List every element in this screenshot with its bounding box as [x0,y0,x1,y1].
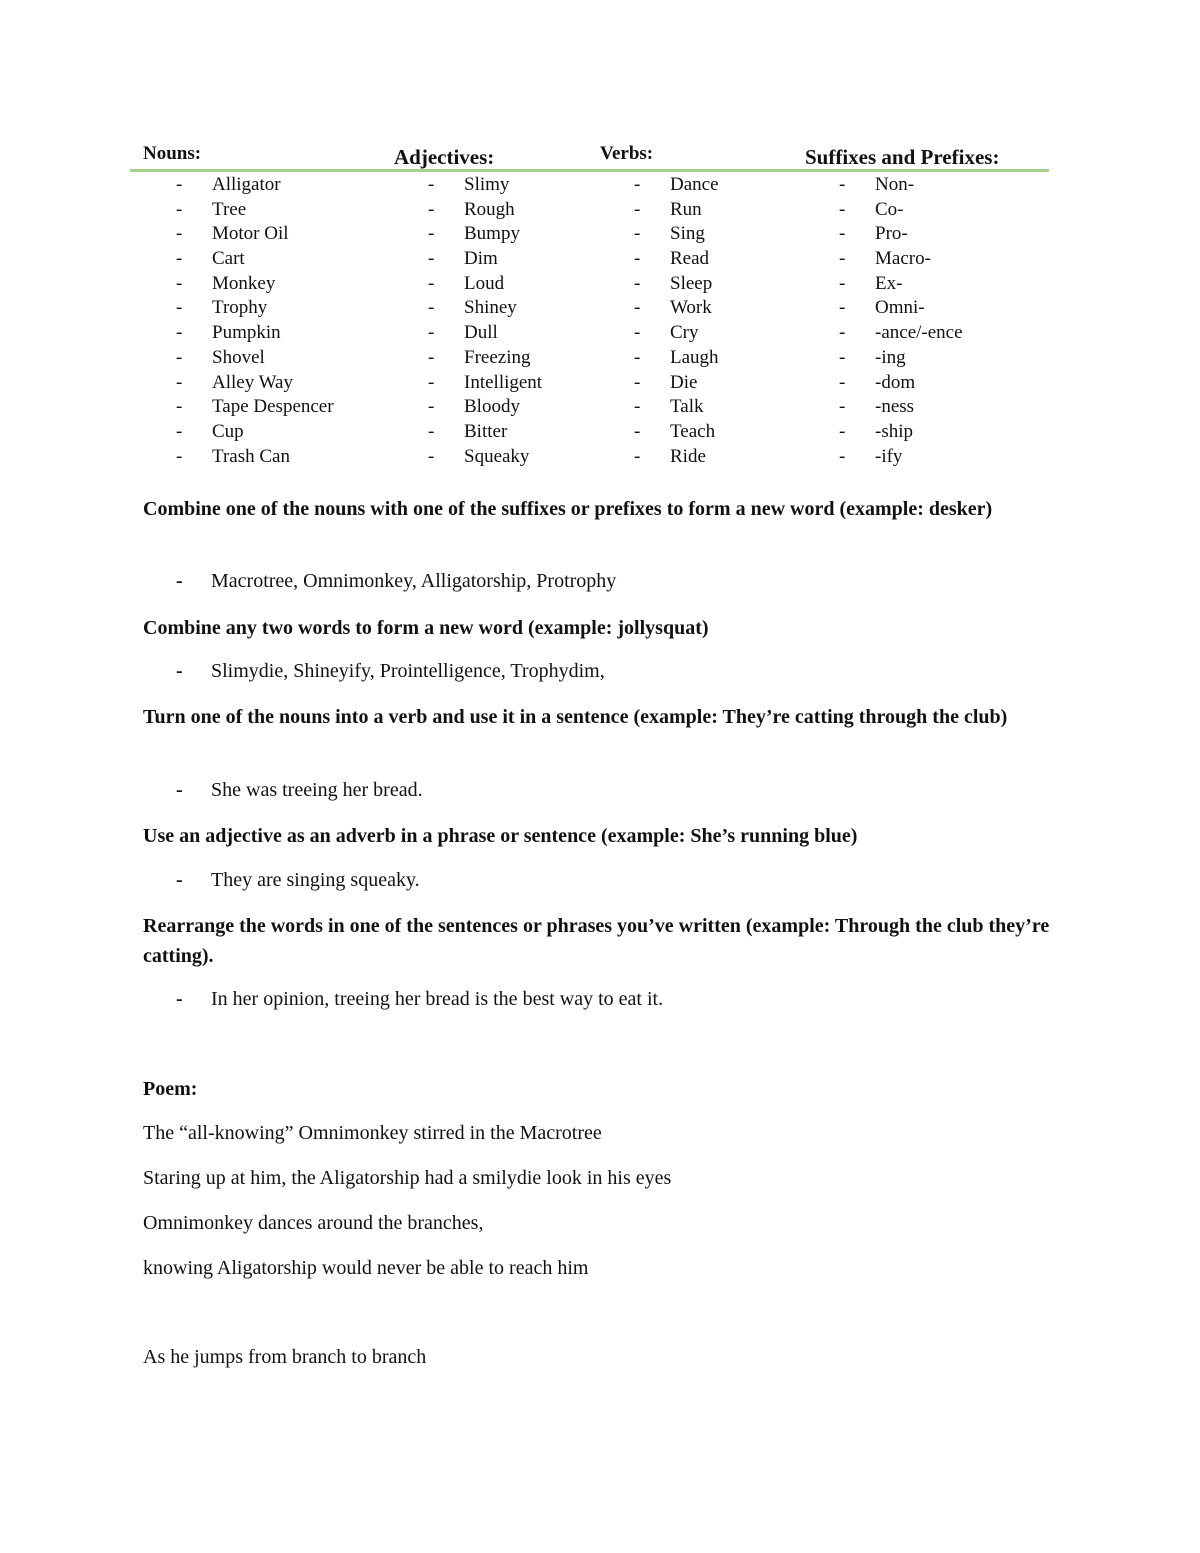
list-item-text: Monkey [212,272,276,294]
answer-bullet: - [176,869,183,891]
bullet-dash: - [634,322,641,344]
list-item-text: Intelligent [464,371,543,393]
verbs-header: Verbs: [600,143,654,164]
header-divider [130,169,1049,172]
poem-line: As he jumps from branch to branch [143,1346,427,1368]
poem-line: The “all-knowing” Omnimonkey stirred in the Macrotree [143,1122,602,1144]
nouns-header: Nouns: [143,143,202,164]
bullet-dash: - [428,272,435,294]
poem-line: Staring up at him, the Aligatorship had a smilydie look in his eyes [143,1167,672,1189]
bullet-dash: - [176,322,183,344]
question-answer [176,869,420,892]
list-item-text: Tape Despencer [212,396,334,418]
list-item-text: Alligator [212,174,281,195]
list-item-text: Ride [670,445,706,467]
poem-line: knowing Aligatorship would never be able to reach him [143,1257,589,1279]
bullet-dash: - [839,174,846,195]
bullet-dash: - [428,297,435,319]
list-item-text: Dim [464,248,498,270]
answer-text: Macrotree, Omnimonkey, Alligatorship, Protrophy [211,570,617,592]
list-item-text: Non- [875,174,915,195]
list-item-text: Shovel [212,346,265,368]
bullet-dash: - [428,346,435,368]
bullet-dash: - [634,420,641,442]
bullet-dash: - [634,174,641,195]
adjectives-header: Adjectives: [394,145,495,169]
list-item-text: Sleep [670,272,713,294]
bullet-dash: - [176,371,183,393]
bullet-dash: - [839,198,846,220]
bullet-dash: - [634,396,641,418]
list-item-text: Cry [670,322,699,344]
poem-title: Poem: [143,1078,198,1100]
list-item-text: Die [670,371,698,393]
bullet-dash: - [176,174,183,195]
list-item-text: Bitter [464,420,508,442]
list-item-text: Talk [670,396,704,418]
list-item-text: Loud [464,272,505,294]
question-prompt: Rearrange the words in one of the sentences or phrases you’ve written (example: Through the club they’re catting). [143,915,1050,967]
bullet-dash: - [176,445,183,467]
list-item-text: -ing [875,346,906,368]
list-item-text: -ness [875,396,915,418]
bullet-dash: - [428,198,435,220]
bullet-dash: - [839,272,846,294]
question-prompt: Use an adjective as an adverb in a phrase or sentence (example: She’s running blue) [143,825,858,847]
bullet-dash: - [634,248,641,270]
bullet-dash: - [176,198,183,220]
answer-text: She was treeing her bread. [211,779,423,801]
list-item-text: -ship [875,420,913,442]
answer-bullet: - [176,988,183,1010]
bullet-dash: - [176,248,183,270]
list-item-text: Ex- [875,272,903,294]
bullet-dash: - [176,346,183,368]
list-item-text: Cup [212,420,244,442]
list-item-text: Read [670,248,710,270]
bullet-dash: - [428,174,435,195]
list-item-text: -ify [875,445,903,467]
list-item-text: Shiney [464,297,517,319]
list-item-text: Teach [670,420,716,442]
list-item-text: Laugh [670,346,719,368]
bullet-dash: - [634,198,641,220]
bullet-dash: - [428,322,435,344]
bullet-dash: - [839,248,846,270]
list-item-text: Freezing [464,346,531,368]
bullet-dash: - [176,396,183,418]
question-prompt: Combine any two words to form a new word (example: jollysquat) [143,617,709,639]
list-item-text: Slimy [464,174,510,195]
bullet-dash: - [428,396,435,418]
bullet-dash: - [634,272,641,294]
answer-text: They are singing squeaky. [211,869,420,891]
bullet-dash: - [176,223,183,245]
list-item-text: Work [670,297,712,319]
bullet-dash: - [634,346,641,368]
list-item-text: Dull [464,322,498,344]
bullet-dash: - [176,272,183,294]
list-item-text: Bumpy [464,223,520,245]
list-item-text: Sing [670,223,705,245]
list-item-text: Rough [464,198,515,220]
answer-bullet: - [176,660,183,682]
question-answer [176,660,605,683]
list-item-text: Tree [212,198,247,220]
bullet-dash: - [428,420,435,442]
list-item-text: Pumpkin [212,322,281,344]
bullet-dash: - [839,223,846,245]
bullet-dash: - [428,371,435,393]
bullet-dash: - [839,445,846,467]
answer-text: In her opinion, treeing her bread is the best way to eat it. [211,988,664,1010]
list-item-text: Macro- [875,248,931,270]
list-item-text: -ance/-ence [875,322,963,344]
list-item-text: Pro- [875,223,908,245]
bullet-dash: - [839,346,846,368]
question-answer [176,779,423,802]
list-item-text: Run [670,198,702,220]
question-answer [176,988,663,1011]
bullet-dash: - [634,297,641,319]
bullet-dash: - [839,396,846,418]
question-prompt: Combine one of the nouns with one of the suffixes or prefixes to form a new word (example: desker) [143,498,993,520]
question-prompt: Turn one of the nouns into a verb and use it in a sentence (example: They’re catting through the club) [143,706,1008,728]
question-answer [176,570,616,593]
suffixes-header: Suffixes and Prefixes: [805,145,1000,169]
bullet-dash: - [634,371,641,393]
bullet-dash: - [839,371,846,393]
list-item-text: Cart [212,248,245,270]
list-item-text: Bloody [464,396,520,418]
bullet-dash: - [839,297,846,319]
list-item-text: Alley Way [212,371,293,393]
bullet-dash: - [634,223,641,245]
answer-bullet: - [176,570,183,592]
bullet-dash: - [839,420,846,442]
list-item-text: Squeaky [464,445,530,467]
list-item-text: Co- [875,198,904,220]
answer-bullet: - [176,779,183,801]
bullet-dash: - [634,445,641,467]
poem-line: Omnimonkey dances around the branches, [143,1212,484,1234]
bullet-dash: - [839,322,846,344]
bullet-dash: - [428,248,435,270]
bullet-dash: - [176,297,183,319]
list-item-text: Trophy [212,297,268,319]
bullet-dash: - [176,420,183,442]
list-item-text: Motor Oil [212,223,289,245]
list-item-text: Omni- [875,297,925,319]
bullet-dash: - [428,445,435,467]
list-item-text: -dom [875,371,916,393]
answer-text: Slimydie, Shineyify, Prointelligence, Trophydim, [211,660,605,682]
list-item-text: Trash Can [212,445,290,467]
bullet-dash: - [428,223,435,245]
list-item-text: Dance [670,174,719,195]
